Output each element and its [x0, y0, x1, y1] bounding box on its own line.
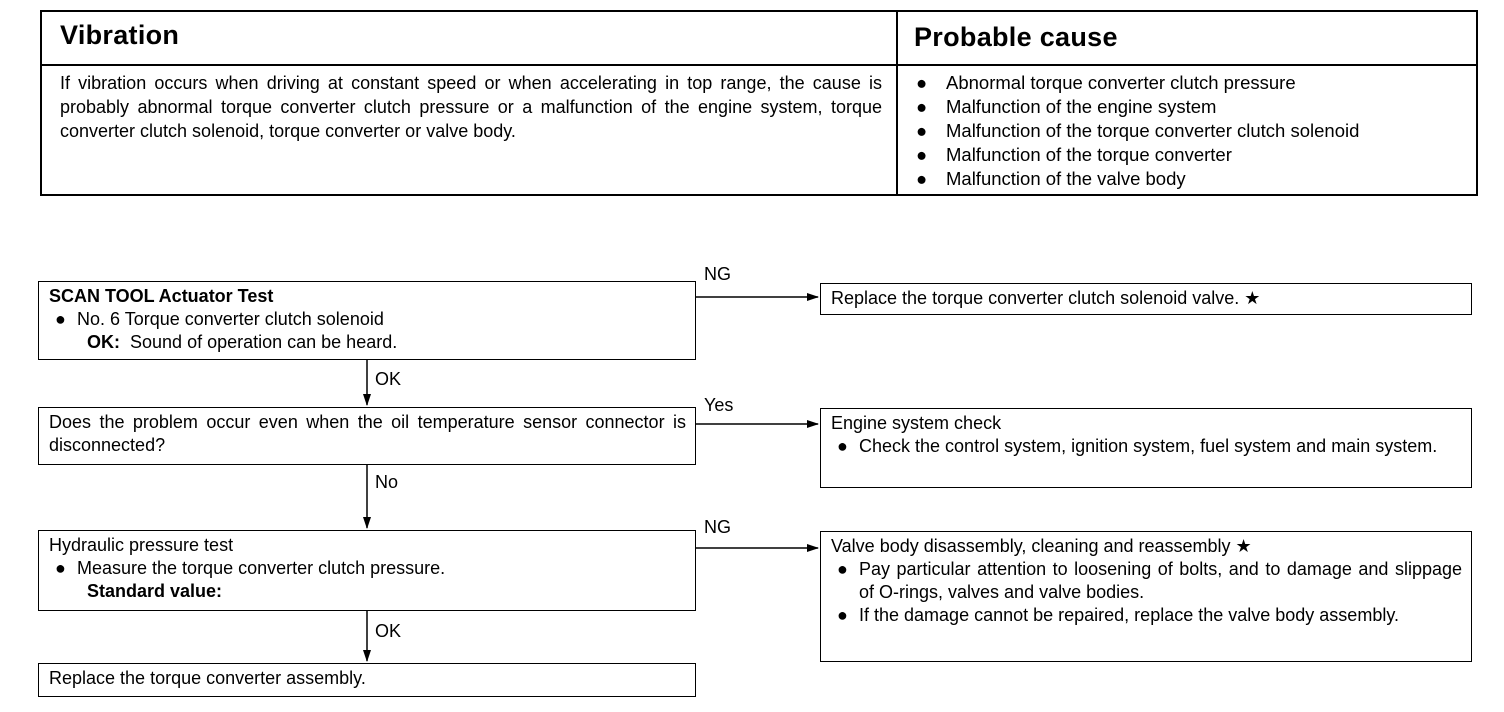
label-ng-2: NG: [704, 517, 731, 537]
result-item: ● If the damage cannot be repaired, replace the valve body assembly.: [831, 604, 1462, 627]
cause-item: ● Malfunction of the torque converter clutch solenoid: [916, 120, 1360, 141]
result-engine-system-check: [820, 408, 1472, 488]
bullet-icon: ●: [916, 168, 928, 189]
result-replace-solenoid: [820, 283, 1472, 315]
result-item: ● Check the control system, ignition system, fuel system and main system.: [831, 435, 1462, 458]
label-yes: Yes: [704, 395, 734, 415]
bullet-icon: ●: [55, 309, 66, 329]
result-title: Engine system check: [831, 413, 1002, 433]
bullet-icon: ●: [916, 144, 928, 165]
label-ok-2: OK: [375, 621, 402, 641]
probable-cause-heading: Probable cause: [914, 22, 1118, 52]
ok-condition: OK: Sound of operation can be heard.: [87, 332, 398, 352]
bullet-icon: ●: [837, 436, 848, 456]
step-oil-temp-sensor-question: [38, 407, 696, 465]
bullet-icon: ●: [916, 72, 928, 93]
step-text: Replace the torque converter assembly.: [49, 668, 366, 688]
bullet-icon: ●: [916, 96, 928, 117]
symptom-description: If vibration occurs when driving at constant speed or when accelerating in top range, the cause is probably abnormal torque converter clutch pressure or a malfunction of the engine system, torque converter clutch solenoid, torque converter or valve body.: [60, 73, 882, 141]
cause-item: ● Abnormal torque converter clutch pressure: [916, 72, 1296, 93]
cause-item: ● Malfunction of the valve body: [916, 168, 1186, 189]
label-no: No: [375, 472, 399, 492]
label-ok-1: OK: [375, 369, 402, 389]
result-item: ● Pay particular attention to loosening of bolts, and to damage and slippage of O-rings, valves and valve bodies.: [831, 558, 1462, 604]
bullet-icon: ●: [55, 558, 66, 578]
cause-item: ● Malfunction of the torque converter: [916, 144, 1232, 165]
bullet-icon: ●: [916, 120, 928, 141]
cause-item: ● Malfunction of the engine system: [916, 96, 1217, 117]
step-title: Hydraulic pressure test: [49, 535, 234, 555]
symptom-heading: Vibration: [60, 20, 180, 50]
result-text: Replace the torque converter clutch solenoid valve. ★: [831, 288, 1261, 308]
standard-value-label: Standard value:: [87, 581, 223, 601]
result-valve-body-service: [820, 531, 1472, 662]
step-item: ● No. 6 Torque converter clutch solenoid: [49, 308, 686, 331]
bullet-icon: ●: [837, 559, 848, 579]
step-scan-tool-test: [38, 281, 696, 360]
label-ng-1: NG: [704, 264, 731, 284]
step-question: Does the problem occur even when the oil temperature sensor connector is disconnected?: [49, 412, 686, 455]
step-item: ● Measure the torque converter clutch pressure.: [49, 557, 686, 580]
step-title: SCAN TOOL Actuator Test: [49, 286, 274, 306]
step-hydraulic-pressure-test: [38, 530, 696, 611]
result-title: Valve body disassembly, cleaning and reassembly ★: [831, 536, 1252, 556]
bullet-icon: ●: [837, 605, 848, 625]
step-replace-converter: [38, 663, 696, 697]
